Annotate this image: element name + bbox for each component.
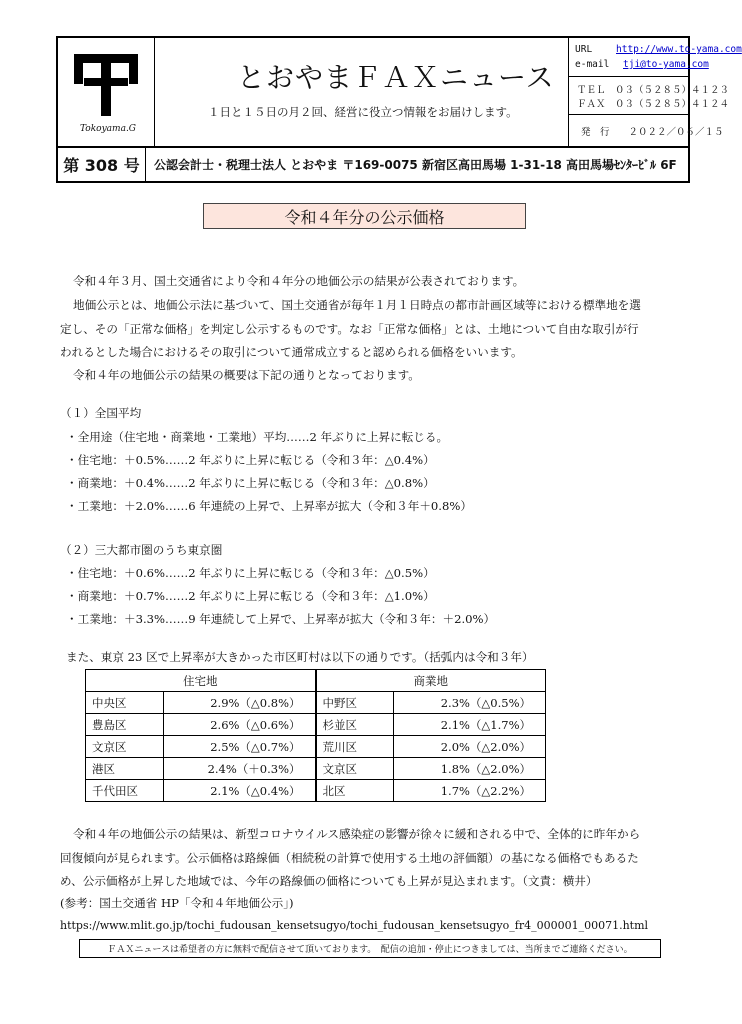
title-cell — [155, 38, 569, 146]
residential-value: 2.9%（△0.8%） — [164, 692, 316, 714]
firm-address: 公認会計士・税理士法人 とおやま 〒169-0075 新宿区高田馬場 1-31-18 高田馬場ｾﾝﾀｰﾋﾞﾙ 6F — [154, 158, 677, 172]
residential-ward: 中央区 — [86, 692, 164, 714]
residential-value: 2.1%（△0.4%） — [164, 780, 316, 802]
residential-value: 2.5%（△0.7%） — [164, 736, 316, 758]
table-header-row — [86, 670, 546, 692]
list-item: ・商業地：＋0.4%……2 年ぶりに上昇に転じる（令和３年：△0.8%） — [66, 476, 435, 490]
reference-label: (参考：国土交通省 HP「令和４年地価公示」) — [60, 896, 294, 910]
footer-notice: ＦＡＸニュースは希望者の方に無料で配信させて頂いております。 配信の追加・停止につきましては、当所までご連絡ください。 — [79, 939, 661, 958]
residential-value: 2.4%（＋0.3%） — [164, 758, 316, 780]
closing-line: め、公示価格が上昇した地域では、今年の路線価の価格についても上昇が見込まれます。（文責：横井） — [60, 874, 598, 888]
email-link[interactable]: tji@to-yama.com — [623, 59, 709, 70]
table-row — [86, 714, 546, 736]
commercial-ward: 北区 — [316, 780, 394, 802]
commercial-value: 2.1%（△1.7%） — [394, 714, 546, 736]
commercial-ward: 中野区 — [316, 692, 394, 714]
contact-divider — [569, 76, 690, 77]
commercial-ward: 文京区 — [316, 758, 394, 780]
header-box — [56, 36, 742, 183]
list-item: ・住宅地：＋0.5%……2 年ぶりに上昇に転じる（令和３年：△0.4%） — [66, 453, 435, 467]
intro-line: 定し、その「正常な価格」を判定し公示するものです。なお「正常な価格」とは、土地について自由な取引が行 — [60, 322, 639, 336]
newsletter-title: とおやまＦＡＸニュース — [237, 61, 555, 94]
residential-value: 2.6%（△0.6%） — [164, 714, 316, 736]
list-item: ・住宅地：＋0.6%……2 年ぶりに上昇に転じる（令和３年：△0.5%） — [66, 566, 435, 580]
header-commercial: 商業地 — [316, 670, 546, 692]
url-label: URL — [575, 44, 593, 55]
company-logo — [74, 54, 138, 116]
reference-url[interactable]: https://www.mlit.go.jp/tochi_fudousan_kensetsugyo/tochi_fudousan_kensetsugyo_fr4_000001_00071.html — [60, 919, 649, 932]
residential-ward: 千代田区 — [86, 780, 164, 802]
tel-number: ＴＥＬ ０３（５２８５）４１２３ — [577, 85, 730, 96]
logo-caption: Tokoyama.G — [80, 124, 136, 134]
issue-number: 第 308 号 — [58, 148, 146, 181]
closing-line: 回復傾向が見られます。公示価格は路線価（相続税の計算で使用する土地の評価額）の基になる価格でもあるた — [60, 851, 639, 865]
commercial-value: 1.7%（△2.2%） — [394, 780, 546, 802]
newsletter-subtitle: １日と１５日の月２回、経営に役立つ情報をお届けします。 — [208, 105, 518, 119]
residential-ward: 文京区 — [86, 736, 164, 758]
table-row — [86, 780, 546, 802]
intro-line: 令和４年の地価公示の結果の概要は下記の通りとなっております。 — [73, 368, 420, 382]
email-label: e-mail — [575, 59, 610, 70]
logo-cell — [58, 38, 155, 146]
commercial-value: 2.0%（△2.0%） — [394, 736, 546, 758]
table-row — [86, 692, 546, 714]
header-residential: 住宅地 — [86, 670, 316, 692]
section-heading-tokyo: （２）三大都市圏のうち東京圏 — [60, 543, 223, 557]
website-link[interactable]: http://www.to-yama.com — [616, 44, 742, 55]
header-bottom-row — [58, 146, 688, 181]
issue-date: 発 行 ２０２２／０６／１５ — [581, 127, 724, 138]
intro-line: われるとした場合におけるその取引について通常成立すると認められる価格をいいます。 — [60, 345, 523, 359]
commercial-ward: 荒川区 — [316, 736, 394, 758]
fax-number: ＦＡＸ ０３（５２８５）４１２４ — [577, 99, 730, 110]
residential-ward: 豊島区 — [86, 714, 164, 736]
table-intro: また、東京 23 区で上昇率が大きかった市区町村は以下の通りです。（括弧内は令和３年） — [66, 650, 534, 664]
land-price-table — [85, 669, 546, 802]
commercial-value: 2.3%（△0.5%） — [394, 692, 546, 714]
table-row — [86, 736, 546, 758]
contact-divider-2 — [569, 114, 690, 115]
commercial-ward: 杉並区 — [316, 714, 394, 736]
list-item: ・工業地：＋2.0%……6 年連続の上昇で、上昇率が拡大（令和３年＋0.8%） — [66, 499, 472, 513]
article-headline: 令和４年分の公示価格 — [203, 203, 526, 229]
commercial-value: 1.8%（△2.0%） — [394, 758, 546, 780]
table-row — [86, 758, 546, 780]
list-item: ・工業地：＋3.3%……9 年連続して上昇で、上昇率が拡大（令和３年：＋2.0%） — [66, 612, 496, 626]
list-item: ・商業地：＋0.7%……2 年ぶりに上昇に転じる（令和３年：△1.0%） — [66, 589, 435, 603]
section-heading-national: （１）全国平均 — [60, 406, 142, 420]
residential-ward: 港区 — [86, 758, 164, 780]
closing-line: 令和４年の地価公示の結果は、新型コロナウイルス感染症の影響が徐々に緩和される中で、全体的に昨年から — [73, 827, 641, 841]
intro-line: 令和４年３月、国土交通省により令和４年分の地価公示の結果が公表されております。 — [73, 274, 525, 288]
intro-line: 地価公示とは、地価公示法に基づいて、国土交通省が毎年１月１日時点の都市計画区域等における標準地を選 — [73, 298, 641, 312]
contact-cell — [569, 38, 742, 146]
list-item: ・全用途（住宅地・商業地・工業地）平均……2 年ぶりに上昇に転じる。 — [66, 430, 449, 444]
